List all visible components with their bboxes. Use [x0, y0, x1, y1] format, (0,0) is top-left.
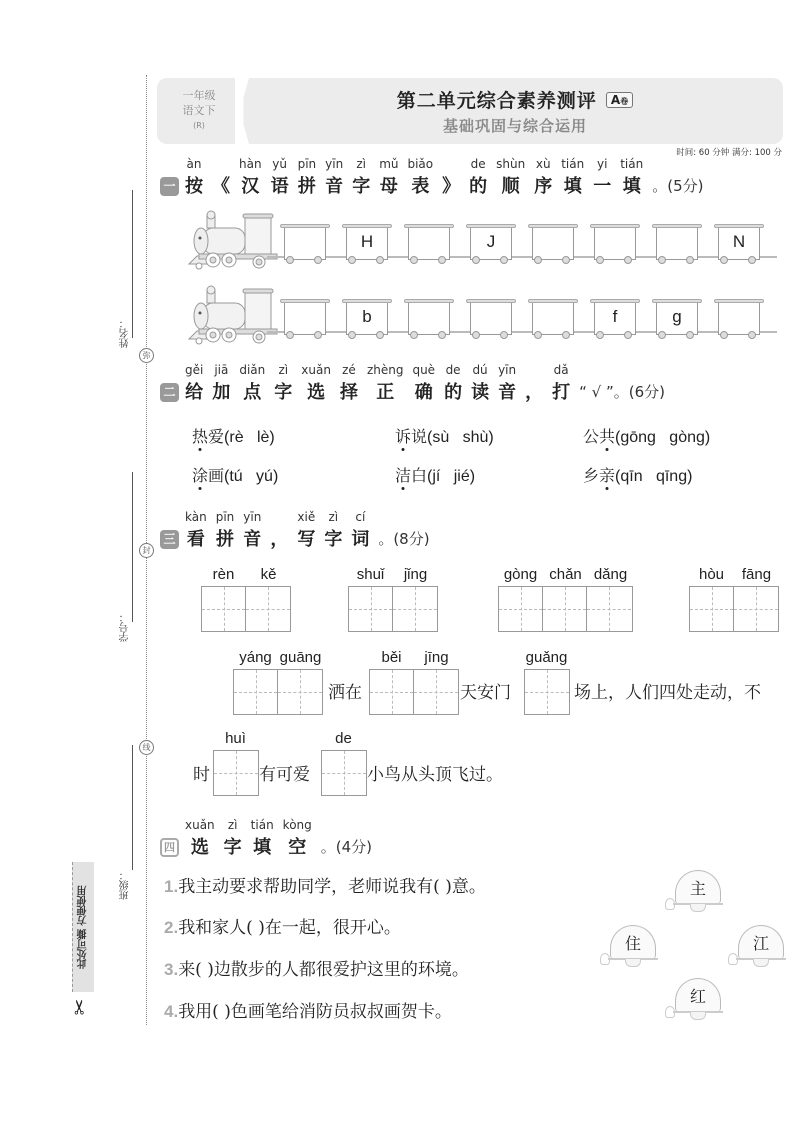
- writing-cell[interactable]: [370, 670, 414, 714]
- writing-cell[interactable]: [690, 587, 734, 631]
- option-pinyin-1[interactable]: sù: [432, 429, 450, 446]
- option-pinyin-2[interactable]: yú: [256, 468, 273, 485]
- question-3: 3.来( )边散步的人都很爱护这里的环境。: [164, 960, 469, 980]
- pronunciation-choice: 诉说(sù shù): [395, 427, 494, 446]
- option-mushroom: 江: [728, 925, 788, 971]
- pinyin-prompt: dǎng: [593, 566, 628, 583]
- writing-cell[interactable]: [278, 670, 322, 714]
- train-car[interactable]: [282, 299, 328, 337]
- pinyin-char: kòng 空: [282, 818, 312, 858]
- pinyin-char: què 确: [412, 363, 436, 403]
- pinyin-prompt: rèn: [212, 566, 235, 583]
- sentence-text: 场上，人们四处走动，不: [574, 683, 761, 703]
- letter-slot[interactable]: N: [718, 228, 760, 260]
- train-car[interactable]: [344, 224, 390, 262]
- pinyin-prompt: huì: [225, 730, 246, 747]
- writing-cell[interactable]: [322, 751, 366, 795]
- pinyin-prompt: kě: [260, 566, 277, 583]
- section-number-badge: 一: [160, 177, 179, 196]
- dotted-char: 诉: [395, 427, 412, 446]
- section-score: 。(8分): [378, 530, 430, 548]
- pronunciation-choice: 乡亲(qīn qīng): [583, 466, 693, 485]
- title-block: [250, 86, 780, 136]
- option-pinyin-2[interactable]: gòng: [669, 429, 705, 446]
- pinyin-char: àn 按: [185, 157, 203, 197]
- section-number-badge: 二: [160, 383, 179, 402]
- option-mushroom: 住: [600, 925, 662, 971]
- pinyin-char: xuǎn 选: [301, 363, 331, 403]
- letter-slot[interactable]: J: [470, 228, 512, 260]
- pinyin-prompt: fāng: [741, 566, 772, 583]
- option-mushroom: 红: [665, 978, 727, 1024]
- writing-grid-group: [201, 566, 291, 632]
- scissors-icon: ✂: [67, 998, 92, 1016]
- sentence-text: 小鸟从头顶飞过。: [367, 765, 503, 785]
- letter-slot[interactable]: H: [346, 228, 388, 260]
- pinyin-char: de 的: [469, 157, 488, 197]
- pinyin-prompt: yáng: [239, 649, 272, 666]
- pinyin-char: 《: [212, 176, 230, 197]
- class-field-label: 班级：: [120, 870, 131, 900]
- name-line[interactable]: [132, 190, 133, 338]
- train-car[interactable]: [654, 224, 700, 262]
- option-pinyin-2[interactable]: jié: [453, 468, 470, 485]
- sentence-text: 有可爱: [259, 765, 310, 785]
- pinyin-char: hàn 汉: [239, 157, 262, 197]
- pinyin-char: yǔ 语: [270, 157, 289, 197]
- writing-grid-group: [689, 566, 779, 632]
- sentence-text: 天安门: [460, 683, 511, 703]
- train-car[interactable]: [530, 224, 576, 262]
- pinyin-char: tián 填: [561, 157, 585, 197]
- seal-mi: 弥: [139, 348, 154, 363]
- writing-cell[interactable]: [246, 587, 290, 631]
- writing-cell[interactable]: [202, 587, 246, 631]
- question-4: 4.我用( )色画笔给消防员叔叔画贺卡。: [164, 1002, 452, 1022]
- locomotive-icon: [185, 285, 280, 345]
- section-score: 。(4分): [320, 838, 373, 856]
- writing-cell[interactable]: [349, 587, 393, 631]
- pinyin-prompt: guǎng: [525, 649, 568, 666]
- student-id-line[interactable]: [132, 472, 133, 622]
- pinyin-char: biǎo 表: [407, 157, 434, 197]
- pinyin-char: gěi 给: [185, 363, 204, 403]
- pronunciation-choice: 洁白(jí jié): [395, 466, 476, 485]
- subject-label: 语文下: [182, 104, 216, 117]
- writing-grid-group: [369, 649, 459, 715]
- page-title: 第二单元综合素养测评: [396, 90, 597, 112]
- pinyin-char: yi 一: [593, 157, 612, 197]
- section-score: “ √ ”。(6分): [579, 383, 665, 401]
- pinyin-prompt: hòu: [698, 566, 725, 583]
- writing-cell[interactable]: [587, 587, 631, 631]
- edition-label: (R): [193, 121, 205, 130]
- pinyin-char: zì 字: [352, 157, 371, 197]
- tear-here-label: 此处可撕 方便使用: [72, 862, 94, 992]
- student-id-field-label: 学号：: [120, 612, 131, 642]
- pinyin-char: xuǎn 选: [185, 818, 215, 858]
- section-number-badge: 四: [160, 838, 179, 857]
- train-car[interactable]: [592, 224, 638, 262]
- section-3-heading: [160, 510, 430, 551]
- train-car[interactable]: [468, 224, 514, 262]
- dotted-char: 洁: [395, 466, 412, 485]
- pinyin-char: xiě 写: [297, 510, 316, 550]
- pinyin-char: tián 填: [620, 157, 644, 197]
- option-pinyin-2[interactable]: lè: [256, 429, 270, 446]
- writing-cell[interactable]: [543, 587, 587, 631]
- option-pinyin-2[interactable]: shù: [462, 429, 489, 446]
- writing-grid-group: [321, 730, 367, 796]
- dotted-char: 热: [192, 427, 209, 446]
- question-1: 1.我主动要求帮助同学，老师说我有( )意。: [164, 877, 486, 897]
- writing-grid-group: [524, 649, 570, 715]
- pinyin-prompt: jǐng: [403, 566, 428, 583]
- writing-grid-group: [213, 730, 259, 796]
- pinyin-char: mǔ 母: [379, 157, 399, 197]
- train-car[interactable]: [406, 224, 452, 262]
- section-4-heading: [160, 818, 372, 859]
- pinyin-char: zì 字: [223, 818, 242, 858]
- writing-cell[interactable]: [499, 587, 543, 631]
- pinyin-char: 》: [442, 176, 461, 197]
- train-car[interactable]: [530, 299, 576, 337]
- writing-cell[interactable]: [734, 587, 778, 631]
- train-car[interactable]: [468, 299, 514, 337]
- writing-cell[interactable]: [525, 670, 569, 714]
- pinyin-char: de 的: [444, 363, 463, 403]
- pinyin-prompt: běi: [381, 649, 402, 666]
- pinyin-char: diǎn 点: [239, 363, 266, 403]
- pinyin-prompt: de: [335, 730, 352, 747]
- pinyin-prompt: jīng: [424, 649, 449, 666]
- writing-grid-group: [498, 566, 633, 632]
- writing-cell[interactable]: [234, 670, 278, 714]
- pinyin-char: ，: [525, 382, 544, 403]
- option-pinyin-1[interactable]: jí: [432, 468, 441, 485]
- writing-cell[interactable]: [393, 587, 437, 631]
- sentence-text: 时: [193, 765, 210, 785]
- pinyin-prompt: gòng: [503, 566, 538, 583]
- pinyin-char: pīn 拼: [297, 157, 317, 197]
- train-car[interactable]: [282, 224, 328, 262]
- seal-xian: 线: [139, 740, 154, 755]
- class-line[interactable]: [132, 745, 133, 870]
- dotted-char: 共: [599, 427, 616, 446]
- name-field-label: 姓名：: [120, 318, 131, 348]
- option-pinyin-1[interactable]: gōng: [620, 429, 656, 446]
- dotted-char: 涂: [192, 466, 209, 485]
- writing-grid-group: [233, 649, 323, 715]
- writing-cell[interactable]: [414, 670, 458, 714]
- train-car[interactable]: [716, 224, 762, 262]
- option-mushroom: 主: [665, 870, 727, 916]
- pinyin-char: zì 字: [324, 510, 343, 550]
- train-lowercase: [185, 280, 785, 345]
- option-pinyin-2[interactable]: qīng: [655, 468, 688, 485]
- train-car[interactable]: [654, 299, 700, 337]
- pinyin-prompt: shuǐ: [356, 566, 385, 583]
- option-pinyin-1[interactable]: tú: [229, 468, 243, 485]
- grade-info: [175, 88, 223, 133]
- section-number-badge: 三: [160, 530, 179, 549]
- paper-version-badge: A卷: [606, 92, 633, 108]
- pinyin-char: shùn 顺: [496, 157, 526, 197]
- writing-grid-group: [348, 566, 438, 632]
- letter-slot[interactable]: b: [346, 303, 388, 335]
- section-1-heading: [160, 157, 703, 198]
- pinyin-char: yīn 音: [325, 157, 344, 197]
- pinyin-prompt: chǎn: [549, 566, 582, 583]
- pinyin-char: jiā 加: [212, 363, 231, 403]
- pinyin-char: pīn 拼: [215, 510, 235, 550]
- writing-cell[interactable]: [214, 751, 258, 795]
- train-car[interactable]: [716, 299, 762, 337]
- locomotive-icon: [185, 210, 280, 270]
- pinyin-char: zì 字: [274, 363, 293, 403]
- pinyin-char: dú 读: [471, 363, 490, 403]
- pinyin-char: ，: [270, 529, 289, 550]
- pinyin-char: zhèng 正: [366, 363, 404, 403]
- letter-slot[interactable]: f: [594, 303, 636, 335]
- train-car[interactable]: [592, 299, 638, 337]
- train-uppercase: [185, 205, 785, 270]
- pronunciation-choice: 涂画(tú yú): [192, 466, 279, 485]
- pinyin-char: yīn 音: [243, 510, 262, 550]
- section-score: 。(5分): [652, 177, 704, 195]
- pinyin-char: cí 词: [351, 510, 370, 550]
- grade-label: 一年级: [182, 89, 216, 102]
- train-car[interactable]: [344, 299, 390, 337]
- train-car[interactable]: [406, 299, 452, 337]
- pinyin-char: xù 序: [534, 157, 553, 197]
- section-2-heading: [160, 363, 665, 404]
- pronunciation-choice: 热爱(rè lè): [192, 427, 275, 446]
- pronunciation-choice: 公共(gōng gòng): [583, 427, 711, 446]
- pinyin-char: zé 择: [339, 363, 358, 403]
- pinyin-char: kàn 看: [185, 510, 207, 550]
- pinyin-prompt: guāng: [279, 649, 322, 666]
- pinyin-char: yīn 音: [498, 363, 517, 403]
- question-2: 2.我和家人( )在一起，很开心。: [164, 918, 401, 938]
- dotted-char: 亲: [599, 466, 616, 485]
- option-pinyin-1[interactable]: qīn: [620, 468, 643, 485]
- seal-feng: 封: [139, 543, 154, 558]
- letter-slot[interactable]: g: [656, 303, 698, 335]
- time-and-score-info: 时间: 60 分钟 满分: 100 分: [676, 148, 782, 158]
- option-pinyin-1[interactable]: rè: [229, 429, 244, 446]
- pinyin-char: tián 填: [250, 818, 274, 858]
- sentence-text: 洒在: [328, 683, 362, 703]
- page-subtitle: 基础巩固与综合运用: [442, 117, 587, 135]
- pinyin-char: dǎ 打: [552, 363, 571, 403]
